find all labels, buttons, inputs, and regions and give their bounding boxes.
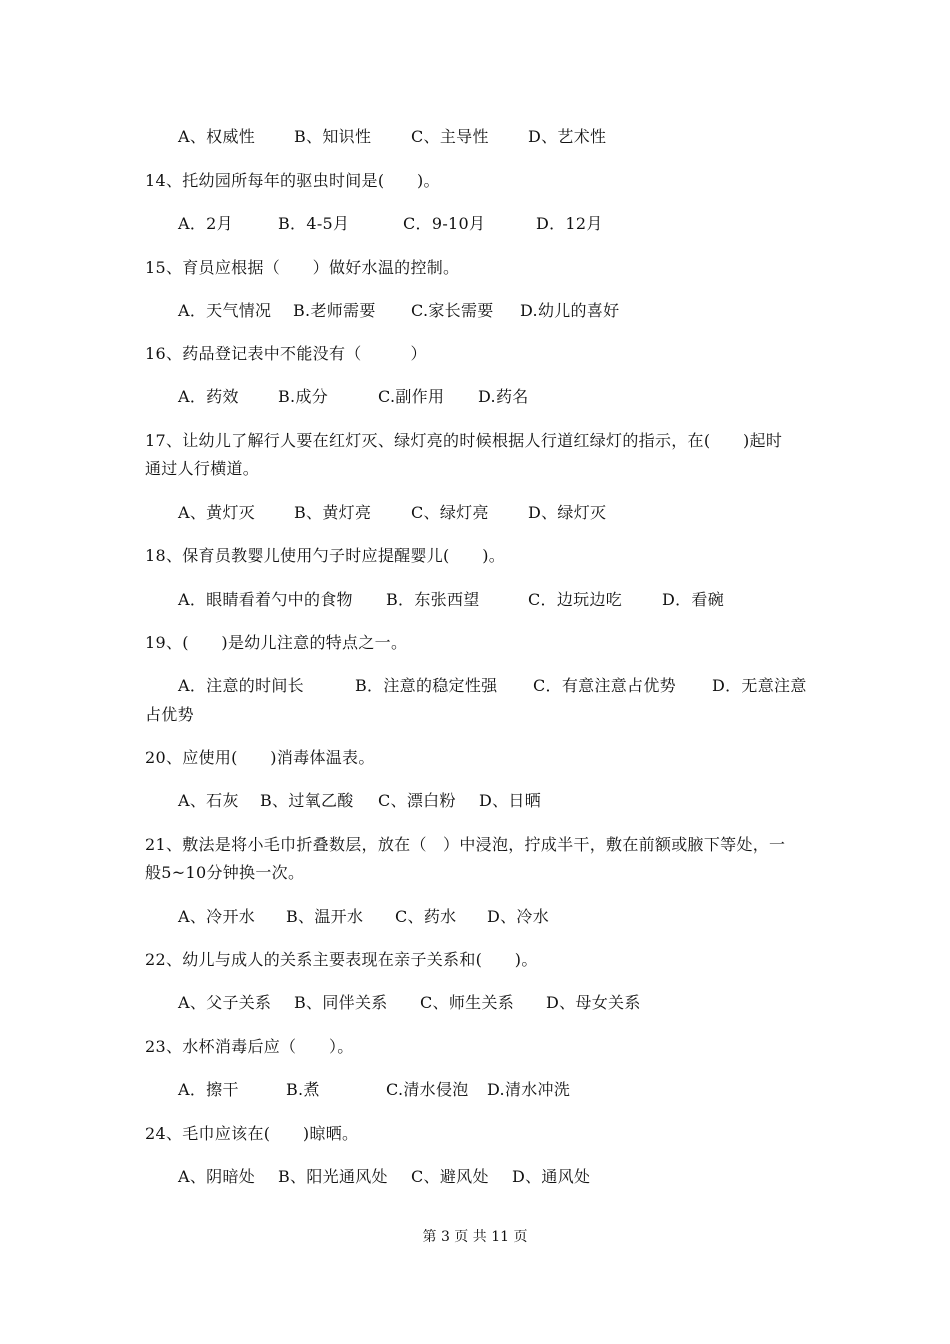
- q16-question: 16、药品登记表中不能没有（ ）: [145, 344, 427, 363]
- q16-option-c: C.副作用: [378, 387, 445, 406]
- q16-option-a: A．药效: [178, 387, 239, 406]
- q18-option-b: B．东张西望: [386, 590, 480, 609]
- q17-option-a: A、黄灯灭: [178, 503, 256, 522]
- q19-option-c: C．有意注意占优势: [533, 676, 676, 695]
- q13-option-c: C、主导性: [411, 127, 489, 146]
- q23-option-b: B.煮: [286, 1080, 320, 1099]
- q13-option-a: A、权威性: [178, 127, 256, 146]
- q22-option-c: C、师生关系: [420, 993, 515, 1012]
- q23-option-d: D.清水冲洗: [487, 1080, 571, 1099]
- q23-question: 23、水杯消毒后应（ ）。: [145, 1037, 354, 1056]
- q19-option-d-cont: 占优势: [145, 705, 194, 724]
- q20-option-c: C、漂白粉: [378, 791, 456, 810]
- q15-question: 15、育员应根据（ ）做好水温的控制。: [145, 258, 460, 277]
- q21-question: 21、敷法是将小毛巾折叠数层，放在（ ）中浸泡，拧成半干，敷在前额或腋下等处，一: [145, 835, 786, 854]
- q20-option-b: B、过氧乙酸: [260, 791, 354, 810]
- q21-option-d: D、冷水: [487, 907, 550, 926]
- q24-option-c: C、避风处: [411, 1167, 489, 1186]
- q21-question-cont: 般5~10分钟换一次。: [145, 863, 305, 882]
- q17-option-c: C、绿灯亮: [411, 503, 489, 522]
- q21-option-c: C、药水: [395, 907, 457, 926]
- q13-option-d: D、艺术性: [528, 127, 607, 146]
- q16-option-d: D.药名: [478, 387, 529, 406]
- q22-question: 22、幼儿与成人的关系主要表现在亲子关系和( )。: [145, 950, 538, 969]
- q24-question: 24、毛巾应该在( )晾晒。: [145, 1124, 359, 1143]
- q17-option-d: D、绿灯灭: [528, 503, 607, 522]
- q21-option-b: B、温开水: [286, 907, 364, 926]
- q18-option-a: A．眼睛看着勺中的食物: [178, 590, 353, 609]
- q16-option-b: B.成分: [278, 387, 329, 406]
- q22-option-a: A、父子关系: [178, 993, 272, 1012]
- q14-option-d: D．12月: [536, 214, 603, 233]
- q15-option-b: B.老师需要: [293, 301, 376, 320]
- q19-option-a: A．注意的时间长: [178, 676, 304, 695]
- q18-question: 18、保育员教婴儿使用勺子时应提醒婴儿( )。: [145, 546, 506, 565]
- q23-option-a: A．擦干: [178, 1080, 239, 1099]
- q14-option-c: C．9-10月: [403, 214, 486, 233]
- q15-option-d: D.幼儿的喜好: [520, 301, 620, 320]
- q20-option-d: D、日晒: [479, 791, 542, 810]
- q24-option-b: B、阳光通风处: [278, 1167, 388, 1186]
- q22-option-d: D、母女关系: [546, 993, 641, 1012]
- q19-question: 19、( )是幼儿注意的特点之一。: [145, 633, 408, 652]
- q17-option-b: B、黄灯亮: [294, 503, 372, 522]
- q23-option-c: C.清水侵泡: [386, 1080, 469, 1099]
- q13-option-b: B、知识性: [294, 127, 372, 146]
- q24-option-a: A、阴暗处: [178, 1167, 256, 1186]
- q22-option-b: B、同伴关系: [294, 993, 388, 1012]
- q24-option-d: D、通风处: [512, 1167, 591, 1186]
- q17-question-cont: 通过人行横道。: [145, 459, 260, 478]
- q20-question: 20、应使用( )消毒体温表。: [145, 748, 375, 767]
- q14-option-b: B．4-5月: [278, 214, 350, 233]
- page-number-footer: 第 3 页 共 11 页: [422, 1229, 528, 1245]
- q18-option-d: D．看碗: [662, 590, 725, 609]
- q14-question: 14、托幼园所每年的驱虫时间是( )。: [145, 171, 440, 190]
- q19-option-d: D．无意注意: [712, 676, 807, 695]
- q14-option-a: A．2月: [178, 214, 233, 233]
- q21-option-a: A、冷开水: [178, 907, 256, 926]
- q18-option-c: C．边玩边吃: [528, 590, 623, 609]
- q17-question: 17、让幼儿了解行人要在红灯灭、绿灯亮的时候根据人行道红绿灯的指示，在( )起时: [145, 431, 783, 450]
- q20-option-a: A、石灰: [178, 791, 239, 810]
- q19-option-b: B．注意的稳定性强: [355, 676, 498, 695]
- q15-option-c: C.家长需要: [411, 301, 494, 320]
- q15-option-a: A．天气情况: [178, 301, 272, 320]
